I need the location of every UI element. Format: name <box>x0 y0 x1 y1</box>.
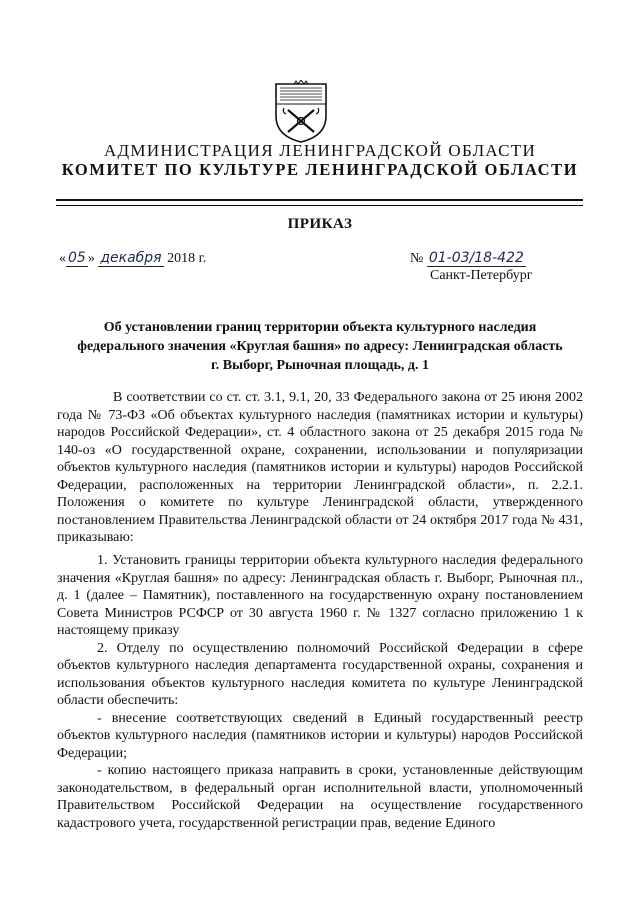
document-type: ПРИКАЗ <box>287 216 353 232</box>
order-items <box>57 552 583 832</box>
preamble-paragraph: В соответствии со ст. ст. 3.1, 9.1, 20, 33 Федерального закона от 25 июня 2002 года № 73-ФЗ «Об объектах культурного наследия (памятниках истории и культуры) народов Российской Федерации», ст. 4 областного закона от 25 декабря 2015 года № 140-оз «О государственной охране, сохранении, использовании и популяризации объектов культурного наследия (памятников истории и культуры) народов Российской Федерации, расположенных на территории Ленинградской области», п. 2.2.1. Положения о комитете по культуре Ленинградской области, утвержденного постановлением Правительства Ленинградской области от 24 октября 2017 года № 431, приказываю: <box>57 390 583 545</box>
title-line: Об установлении границ территории объекта культурного наследия <box>103 320 537 335</box>
document-title <box>68 318 572 375</box>
number-prefix: № <box>410 251 424 266</box>
order-subitem: - копию настоящего приказа направить в сроки, установленные действующим законодательством, в федеральный орган исполнительной власти, уполномоченный Правительством Российской Федерации на осуществление государственного кадастрового учета, государственной регистрации прав, ведение Единого <box>57 763 583 831</box>
date-day: 05 <box>68 250 86 266</box>
title-line: федерального значения «Круглая башня» по адресу: Ленинградская область <box>77 339 563 354</box>
order-item-1: 1. Установить границы территории объекта культурного наследия федерального значения «Круглая башня» по адресу: Ленинградская область г. Выборг, Рыночная пл., д. 1 (далее – Памятник), поставленного на государственную охрану постановлением Совета Министров РСФСР от 30 августа 1960 г. № 1327 согласно приложению 1 к настоящему приказу <box>57 553 583 638</box>
title-line: г. Выборг, Рыночная площадь, д. 1 <box>211 358 429 373</box>
order-item-2: 2. Отделу по осуществлению полномочий Российской Федерации в сфере объектов культурного наследия департамента государственной охраны, сохранения и использования объектов культурного наследия комитета по культуре Ленинградской области обеспечить: <box>57 640 583 708</box>
date-month: декабря <box>100 250 162 266</box>
document-date <box>59 250 206 267</box>
committee-name: КОМИТЕТ ПО КУЛЬТУРЕ ЛЕНИНГРАДСКОЙ ОБЛАСТИ <box>61 160 579 179</box>
header-rule-thin <box>56 205 583 206</box>
coat-of-arms-icon <box>270 80 332 144</box>
header-rule-thick <box>56 199 583 201</box>
document-number <box>410 250 526 267</box>
date-year: 2018 г. <box>167 251 207 266</box>
number-value: 01-03/18-422 <box>428 250 524 266</box>
preamble-section <box>57 389 583 547</box>
date-open-quote: « <box>59 251 66 266</box>
order-subitem: - внесение соответствующих сведений в Единый государственный реестр объектов культурного наследия (памятников истории и культуры) народов Российской Федерации; <box>57 710 583 761</box>
organization-name: АДМИНИСТРАЦИЯ ЛЕНИНГРАДСКОЙ ОБЛАСТИ <box>103 141 537 160</box>
document-city: Санкт-Петербург <box>430 268 533 283</box>
date-close-quote: » <box>87 251 95 266</box>
